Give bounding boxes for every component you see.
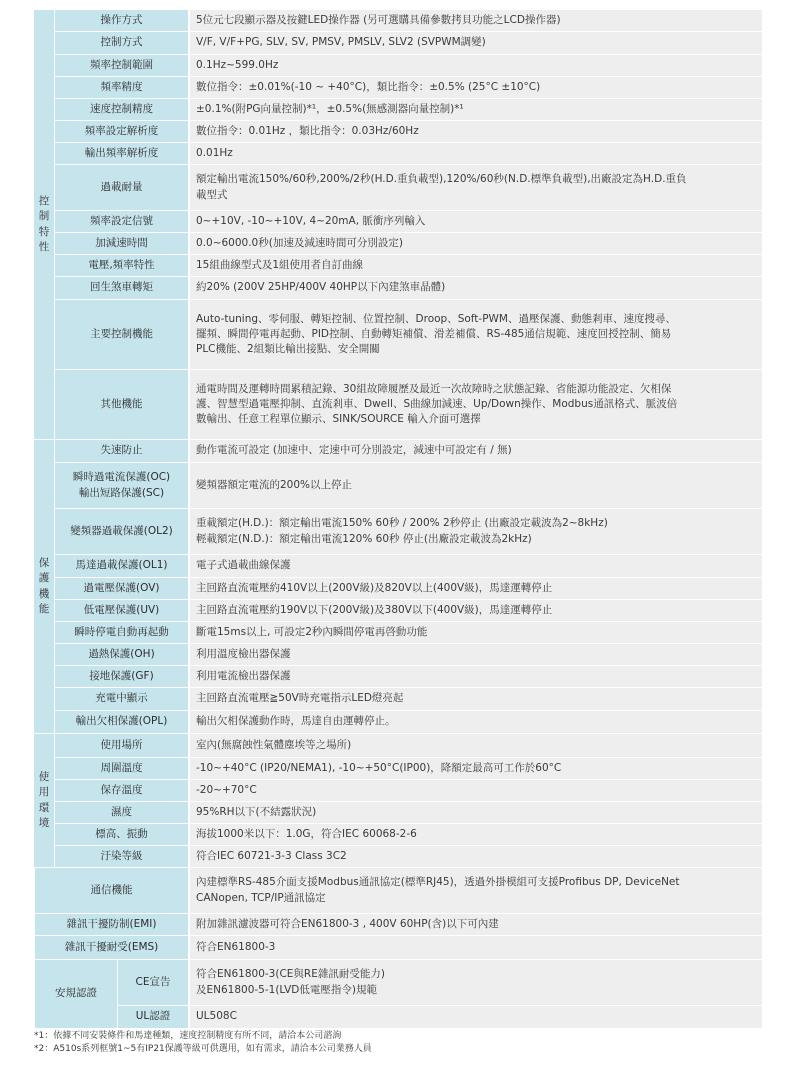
value-line: 護、智慧型過電壓抑制、直流剎車、Dwell、S曲線加減速、Up/Down操作、Modbus通訊格式、脈波倍 [196,397,678,410]
spec-value [188,121,762,143]
category-cell [34,440,54,734]
spec-row [34,688,762,711]
spec-row [34,143,762,165]
value-line: ±0.1%(附PG向量控制)*¹，±0.5%(無感測器向量控制)*¹ [196,102,464,115]
spec-value [188,734,762,758]
footnote: *1：依據不同安裝條件和馬達種類，速度控制精度有所不同，請洽本公司諮詢 [34,1031,342,1041]
spec-row [34,936,762,960]
spec-label: 頻率設定解析度 [54,121,188,143]
spec-row [34,440,762,463]
spec-label: 頻率設定信號 [54,211,188,233]
value-line: 0.1Hz~599.0Hz [196,58,279,71]
spec-value [188,32,762,55]
spec-label: 低電壓保護(UV) [54,600,188,622]
spec-row [34,121,762,143]
spec-label: 加減速時間 [54,233,188,255]
value-line: 輸出欠相保護動作時，馬達自由運轉停止。 [196,715,396,728]
spec-value [188,509,762,555]
spec-row [34,509,762,555]
spec-table [34,10,762,1029]
value-line: 95%RH以下(不結露狀況) [196,805,317,818]
category-label: 控制特性 [38,195,50,253]
spec-value [188,758,762,780]
value-line: UL508C [196,1010,237,1023]
spec-row [34,32,762,55]
spec-value [188,277,762,300]
spec-value [188,10,762,32]
spec-row [34,55,762,77]
spec-row [34,666,762,688]
spec-label: 使用場所 [54,734,188,758]
spec-label: 雜訊干擾防制(EMI) [34,914,188,936]
spec-label: 過熱保護(OH) [54,644,188,666]
spec-value [188,936,762,960]
spec-row [34,99,762,121]
spec-label [54,463,188,509]
spec-row [34,780,762,802]
value-line: 15組曲線型式及1組使用者自訂曲線 [196,258,364,271]
spec-row [34,300,762,370]
spec-label: 雜訊干擾耐受(EMS) [34,936,188,960]
spec-row [34,600,762,622]
value-line: 通電時間及運轉時間累積記錄、30組故障履歷及最近一次故障時之狀態記錄、省能源功能設定、欠相保 [196,382,672,395]
spec-value [188,824,762,846]
spec-row [34,644,762,666]
spec-value [188,99,762,121]
spec-row [34,211,762,233]
spec-value [188,780,762,802]
value-line: 動作電流可設定 (加速中、定速中可分別設定，減速中可設定有 / 無) [196,444,512,457]
spec-row [34,10,762,32]
spec-label: 馬達過載保護(OL1) [54,555,188,578]
value-line: V/F, V/F+PG, SLV, SV, PMSV, PMSLV, SLV2 (SVPWM調變) [196,36,486,49]
value-line: 海拔1000米以下：1.0G，符合IEC 60068-2-6 [196,827,417,840]
value-line: 電子式過載曲線保護 [196,559,291,572]
footnotes [34,1030,774,1056]
label-line: 瞬時過電流保護(OC) [72,471,171,484]
value-line: -10~+40°C (IP20/NEMA1), -10~+50°C(IP00)，降額定最高可工作於60°C [196,761,562,774]
value-line: 數輸出、任意工程單位顯示、SINK/SOURCE 輸入介面可選擇 [196,413,481,426]
spec-value [188,578,762,600]
category-cell [34,10,54,440]
spec-value [188,440,762,463]
spec-label: 頻率精度 [54,77,188,99]
value-line: 符合EN61800-3 [196,940,276,953]
value-line: -20~+70°C [196,783,257,796]
spec-row [34,734,762,758]
spec-value [188,165,762,211]
spec-label: 控制方式 [54,32,188,55]
value-line: 主回路直流電壓約190V以下(200V級)及380V以下(400V級)，馬達運轉停止 [196,603,553,616]
spec-row [34,277,762,300]
spec-value [188,711,762,734]
spec-label: 汙染等級 [54,846,188,868]
spec-label: 濕度 [54,802,188,824]
value-line: 5位元七段顯示器及按鍵LED操作器 (另可選購具備參數拷貝功能之LCD操作器) [196,13,561,26]
value-line: 0~+10V, -10~+10V, 4~20mA, 脈衝序列輸入 [196,214,426,227]
spec-value [188,666,762,688]
spec-label: 周圍溫度 [54,758,188,780]
category-label: 保護機能 [38,557,50,615]
spec-label: 變頻器過載保護(OL2) [54,509,188,555]
value-line: 及EN61800-5-1(LVD低電壓指令)規範 [196,983,377,996]
spec-value [188,300,762,370]
value-line: CANopen, TCP/IP通訊協定 [196,891,326,904]
value-line: 符合IEC 60721-3-3 Class 3C2 [196,849,347,862]
value-line: 約20% (200V 25HP/400V 40HP以下內建煞車晶體) [196,281,446,294]
spec-label: 主要控制機能 [54,300,188,370]
spec-row [34,555,762,578]
spec-row [34,165,762,211]
spec-row [34,868,762,914]
value-line: 附加雜訊濾波器可符合EN61800-3 , 400V 60HP(含)以下可內建 [196,917,499,930]
spec-row [34,370,762,440]
value-line: 數位指令：0.01Hz ，類比指令：0.03Hz/60Hz [196,124,419,137]
spec-value [188,644,762,666]
label-line: 輸出短路保護(SC) [78,486,165,499]
safety-sub-label: UL認證 [117,1006,188,1029]
spec-row [34,463,762,509]
value-line: 額定輸出電流150%/60秒,200%/2秒(H.D.重負載型),120%/60秒(N.D.標準負載型),出廠設定為H.D.重負 [196,173,687,186]
spec-row [34,914,762,936]
spec-label: 回生煞車轉矩 [54,277,188,300]
spec-label: 通信機能 [34,868,188,914]
spec-row [34,711,762,734]
spec-value [188,555,762,578]
spec-label: 失速防止 [54,440,188,463]
spec-label: 輸出頻率解析度 [54,143,188,165]
spec-value [188,622,762,644]
spec-label: 標高、振動 [54,824,188,846]
footnote: *2：A510s系列框號1~5有IP21保護等級可供選用，如有需求，請洽本公司業務人員 [34,1044,372,1055]
spec-value [188,868,762,914]
category-label: 使用環境 [38,771,50,829]
spec-value [188,255,762,277]
safety-sub-label: CE宣告 [117,960,188,1006]
value-line: 0.01Hz [196,146,233,159]
value-line: 利用電流檢出器保護 [196,669,291,682]
value-line: 重載額定(H.D.)：額定輸出電流150% 60秒 / 200% 2秒停止 (出廠設定載波為2~8kHz) [196,517,608,530]
spec-row [34,77,762,99]
spec-label: 過電壓保護(OV) [54,578,188,600]
spec-label: 充電中顯示 [54,688,188,711]
spec-row [34,960,762,1006]
spec-row [34,846,762,868]
spec-label: 電壓,頻率特性 [54,255,188,277]
value-line: Auto-tuning、零伺服、轉矩控制、位置控制、Droop、Soft-PWM、過壓保護、動態剎車、速度搜尋、 [196,312,676,325]
spec-value [188,211,762,233]
category-cell [34,734,54,868]
spec-row [34,824,762,846]
spec-value [188,233,762,255]
value-line: 符合EN61800-3(CE與RE雜訊耐受能力) [196,968,385,981]
spec-value [188,960,762,1006]
spec-value [188,463,762,509]
value-line: 變頻器額定電流的200%以上停止 [196,478,353,491]
spec-value [188,370,762,440]
spec-label: 過載耐量 [54,165,188,211]
spec-value [188,55,762,77]
spec-value [188,1006,762,1029]
value-line: PLC機能、2組類比輸出接點、安全開關 [196,343,380,356]
value-line: 數位指令：±0.01%(-10 ~ +40°C)，類比指令：±0.5% (25°C ±10°C) [196,80,541,93]
spec-row [34,1006,762,1029]
value-line: 輕載額定(N.D.)：額定輸出電流120% 60秒 停止(出廠設定載波為2kHz) [196,532,532,545]
spec-row [34,233,762,255]
spec-row [34,255,762,277]
spec-label: 保存溫度 [54,780,188,802]
spec-value [188,600,762,622]
spec-value [188,802,762,824]
spec-label: 接地保護(GF) [54,666,188,688]
spec-row [34,758,762,780]
spec-value [188,143,762,165]
safety-label: 安規認證 [34,960,117,1029]
spec-row [34,578,762,600]
spec-table-body [34,10,762,1029]
spec-value [188,77,762,99]
value-line: 0.0~6000.0秒(加速及減速時間可分別設定) [196,236,403,249]
value-line: 主回路直流電壓≧50V時充電指示LED燈亮起 [196,692,404,705]
spec-row [34,802,762,824]
value-line: 擺頻、瞬間停電再起動、PID控制、自動轉矩補償、滑差補償、RS-485通信規範、速度回授控制、簡易 [196,327,672,340]
value-line: 內建標準RS-485介面支援Modbus通訊協定(標準RJ45)，透過外掛模組可支援Profibus DP, DeviceNet [196,876,680,889]
value-line: 室內(無腐蝕性氣體塵埃等之場所) [196,738,352,751]
spec-row [34,622,762,644]
spec-value [188,914,762,936]
spec-value [188,846,762,868]
value-line: 斷電15ms以上, 可設定2秒內瞬間停電再啓動功能 [196,625,428,638]
value-line: 利用溫度檢出器保護 [196,647,291,660]
spec-value [188,688,762,711]
spec-label: 頻率控制範圍 [54,55,188,77]
spec-label: 瞬時停電自動再起動 [54,622,188,644]
spec-label: 操作方式 [54,10,188,32]
value-line: 主回路直流電壓約410V以上(200V級)及820V以上(400V級)，馬達運轉停止 [196,581,553,594]
spec-label: 其他機能 [54,370,188,440]
spec-label: 輸出欠相保護(OPL) [54,711,188,734]
spec-label: 速度控制精度 [54,99,188,121]
value-line: 載型式 [196,188,228,201]
